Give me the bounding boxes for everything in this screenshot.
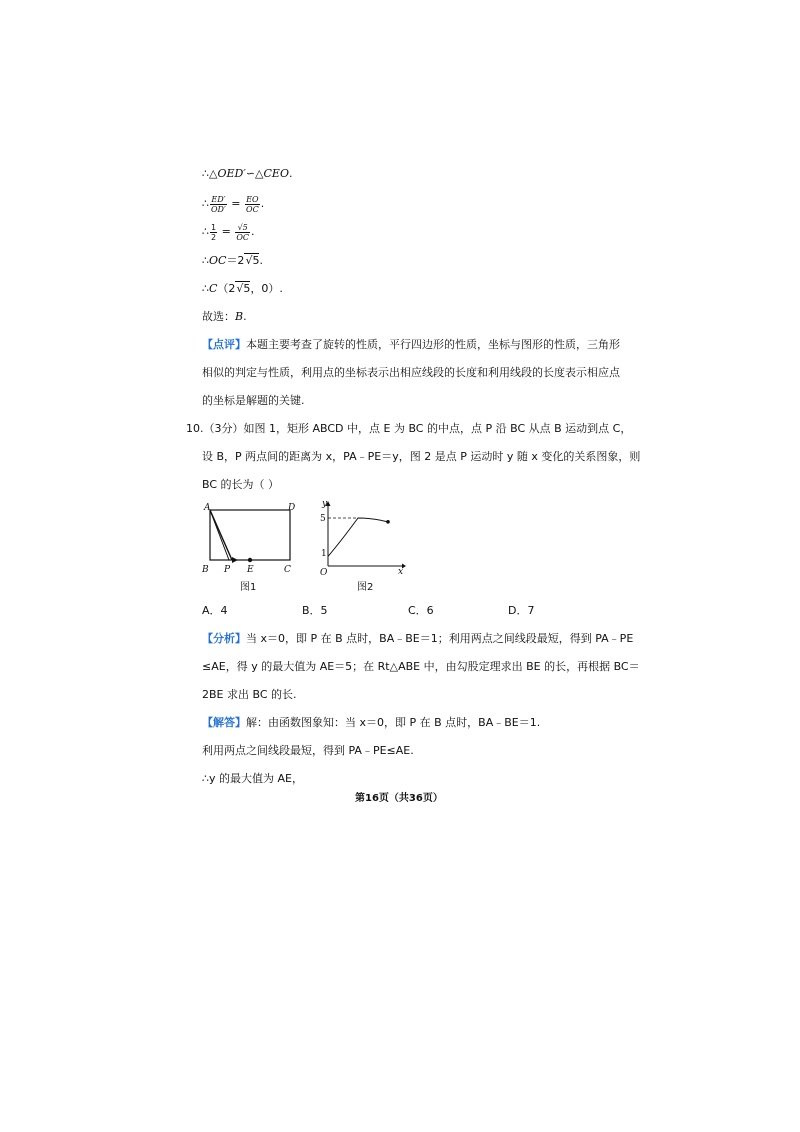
- option-d[interactable]: D．7: [508, 604, 535, 617]
- equals-sign: ＝2: [226, 254, 245, 267]
- coord-close: ，0）.: [250, 282, 283, 295]
- sqrt-five: √5: [236, 282, 251, 295]
- label-d: D: [288, 503, 296, 513]
- comment-text: 本题主要考查了旋转的性质，平行四边形的性质，坐标与图形的性质，三角形: [246, 338, 620, 351]
- solution-line-ratio: [202, 192, 264, 216]
- choice-text: 故选：: [202, 310, 235, 323]
- fraction-numerator: ED′: [211, 194, 226, 204]
- label-b: B: [202, 565, 209, 575]
- label-p: P: [224, 565, 231, 575]
- period: .: [251, 225, 255, 238]
- fraction-one-half: [210, 223, 217, 242]
- figure-1-caption: 图1: [240, 582, 257, 593]
- curve-endpoint-dot: [386, 520, 390, 524]
- fraction-numerator: 1: [211, 222, 217, 232]
- therefore-symbol: ∴: [202, 167, 209, 180]
- question-number: 10.: [186, 422, 204, 435]
- fraction-ed-od: [210, 195, 227, 214]
- label-c: C: [284, 565, 291, 575]
- fraction-eo-oc: [245, 195, 260, 214]
- figure-2-caption: 图2: [357, 582, 374, 593]
- answer-line-3: ∴y 的最大值为 AE，: [202, 772, 303, 785]
- fraction-denominator: OC: [236, 232, 249, 242]
- solution-line-substitute: [202, 220, 255, 244]
- question-text: （3分）如图 1，矩形 ABCD 中，点 E 为 BC 的中点，点 P 沿 BC 从点 B 运动到点 C，: [203, 422, 632, 435]
- analysis-line-3: 2BE 求出 BC 的长.: [202, 688, 297, 701]
- comment-line-2: 相似的判定与性质，利用点的坐标表示出相应线段的长度和利用线段的长度表示相应点: [202, 366, 620, 379]
- fraction-numerator: √5: [235, 223, 250, 233]
- analysis-line-2: ≤AE，得 y 的最大值为 AE＝5；在 Rt△ABE 中，由勾股定理求出 BE 的长，再根据 BC＝: [202, 660, 640, 673]
- equals-sign: =: [227, 197, 245, 210]
- therefore-symbol: ∴: [202, 254, 209, 267]
- fraction-denominator: OC: [246, 204, 259, 214]
- question-line-2: 设 B，P 两点间的距离为 x，PA﹣PE＝y，图 2 是点 P 运动时 y 随 x 变化的关系图象，则: [202, 450, 641, 463]
- solution-line-point-c: [202, 282, 283, 296]
- fraction-denominator: 2: [211, 232, 217, 242]
- period: .: [288, 167, 293, 180]
- similar-triangles-expr: △OED′∽△CEO: [209, 167, 289, 180]
- question-line-3: BC 的长为（ ）: [202, 478, 280, 491]
- sqrt-five: √5: [245, 254, 260, 267]
- period: .: [259, 254, 263, 267]
- period: .: [260, 197, 265, 210]
- option-c[interactable]: C．6: [408, 604, 434, 617]
- analysis-line-1: [202, 632, 633, 646]
- label-one: 1: [321, 549, 327, 559]
- solution-line-oc: [202, 254, 263, 268]
- fraction-sqrt5-oc: [235, 223, 250, 242]
- period: .: [243, 310, 247, 323]
- equals-sign: =: [218, 225, 235, 238]
- label-y: y: [322, 499, 328, 509]
- therefore-symbol: ∴: [202, 282, 209, 295]
- answer-line-1: [202, 716, 540, 730]
- variable-oc: OC: [209, 254, 227, 267]
- label-a: A: [204, 503, 211, 513]
- answer-tag: 【解答】: [202, 716, 246, 729]
- question-line-1: [186, 422, 631, 436]
- comment-line-3: 的坐标是解题的关键.: [202, 394, 305, 407]
- option-b[interactable]: B．5: [302, 604, 328, 617]
- function-curve: [328, 518, 388, 556]
- option-a[interactable]: A．4: [202, 604, 228, 617]
- point-e-dot: [248, 558, 252, 562]
- comment-line-1: [202, 338, 620, 352]
- comment-tag: 【点评】: [202, 338, 246, 351]
- rectangle-abcd: [210, 510, 290, 560]
- label-five: 5: [320, 514, 326, 524]
- analysis-text: 当 x＝0，即 P 在 B 点时，BA﹣BE＝1；利用两点之间线段最短，得到 PA﹣PE: [246, 632, 634, 645]
- solution-line-choice: [202, 310, 247, 324]
- figure-1-rectangle: [196, 500, 306, 580]
- label-origin: O: [320, 568, 328, 578]
- segment-pa-shadow: [210, 510, 229, 560]
- answer-text: 解：由函数图象知：当 x＝0，即 P 在 B 点时，BA﹣BE＝1.: [246, 716, 541, 729]
- page-footer: 第16页（共36页）: [355, 793, 443, 804]
- therefore-symbol: ∴: [202, 225, 209, 238]
- answer-line-2: 利用两点之间线段最短，得到 PA﹣PE≤AE.: [202, 744, 414, 757]
- label-e: E: [247, 565, 254, 575]
- arrow-p-icon: [232, 557, 238, 563]
- coord-open: （2: [217, 282, 236, 295]
- fraction-denominator: OD′: [211, 204, 226, 214]
- figure-2-graph: [310, 496, 410, 580]
- solution-line-similar: [202, 167, 292, 181]
- therefore-symbol: ∴: [202, 197, 209, 210]
- variable-c: C: [209, 282, 218, 295]
- analysis-tag: 【分析】: [202, 632, 246, 645]
- label-x: x: [398, 567, 404, 577]
- fraction-numerator: EO: [246, 194, 259, 204]
- choice-answer: B: [235, 310, 244, 323]
